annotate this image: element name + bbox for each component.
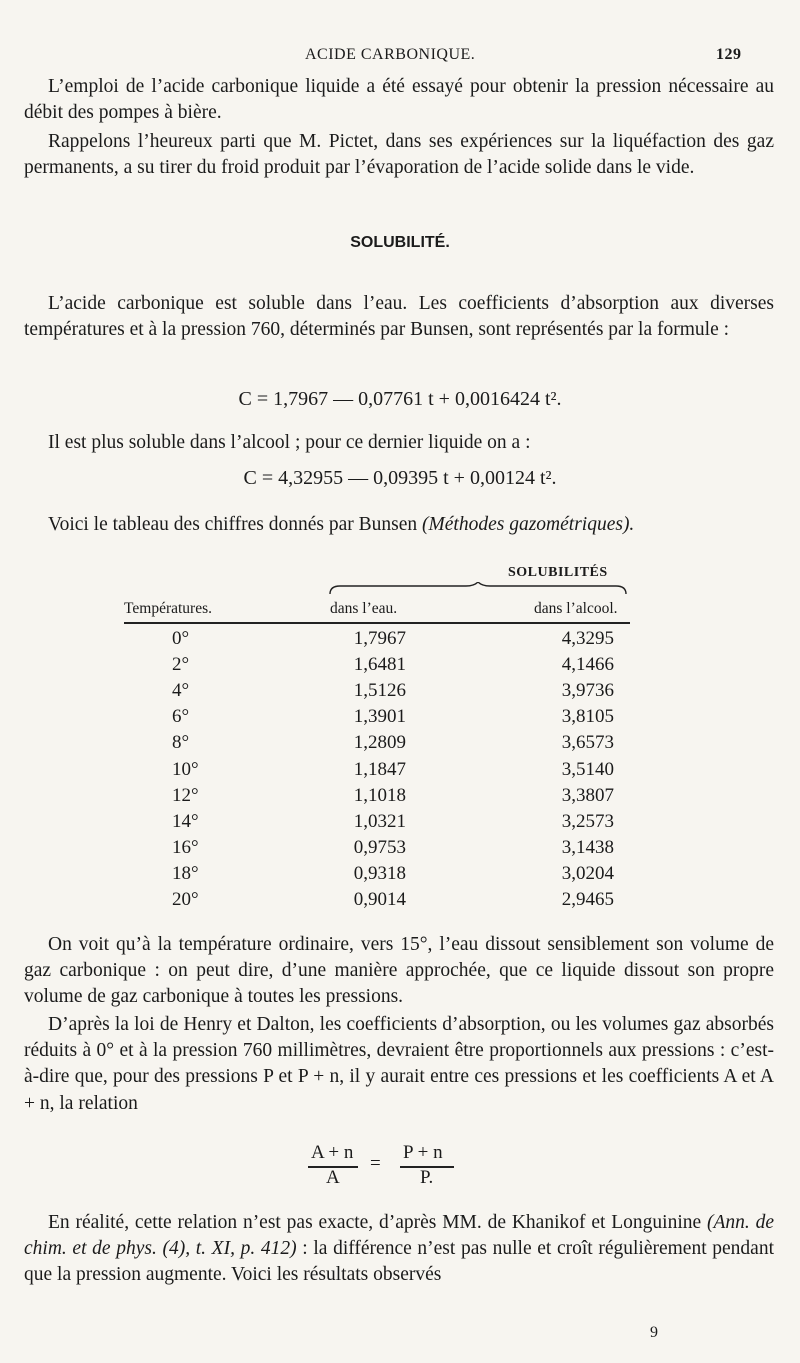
formula-alcohol: C = 4,32955 — 0,09395 t + 0,00124 t².: [243, 467, 557, 489]
paragraph-table-intro: [24, 512, 774, 538]
table-row: [0, 628, 800, 654]
table-cell-alcohol: 3,8105: [561, 706, 614, 728]
table-cell-temperature: 10°: [172, 758, 199, 780]
table-cell-alcohol: 2,9465: [561, 889, 614, 910]
table-cell-water: 0,9753: [353, 836, 406, 858]
table-row: [0, 759, 800, 785]
khanikof-text-a: En réalité, cette relation n’est pas exacte, d’après MM. de Khanikof et Longuinine: [48, 1212, 702, 1233]
table-row: [0, 811, 800, 837]
running-header: [0, 46, 800, 70]
fraction-left-numerator: A + n: [311, 1142, 354, 1163]
table-column-header-temperature: Températures.: [124, 600, 212, 617]
table-intro-text: Voici le tableau des chiffres donnés par Bunsen: [48, 514, 418, 535]
table-row: [0, 680, 800, 706]
table-cell-temperature: 8°: [172, 732, 190, 754]
page-number: 129: [716, 46, 742, 63]
paragraph-pictet: Rappelons l’heureux parti que M. Pictet, dans ses expériences sur la liquéfaction des gaz permanents, a su tirer du froid produit par l’évaporation de l’acide solide dans le vide.: [24, 131, 774, 179]
table-row: [0, 863, 800, 889]
running-title: ACIDE CARBONIQUE.: [305, 46, 476, 63]
table-cell-temperature: 2°: [172, 654, 190, 676]
paragraph-alcohol: Il est plus soluble dans l’alcool ; pour ce dernier liquide on a :: [48, 432, 531, 453]
table-row: [0, 889, 800, 915]
fraction-left-denominator: A: [326, 1167, 340, 1188]
table-cell-water: 1,1847: [353, 758, 406, 780]
paragraph-henry-dalton: D’après la loi de Henry et Dalton, les coefficients d’absorption, ou les volumes gaz absorbés réduits à 0° et à la pression 760 millimètres, devraient être proportionnels aux pressions : c’est-à-dire que, pour des pressions P et P + n, il y aurait entre ces pressions et les coefficients A et A + n, la relation: [24, 1014, 774, 1114]
table-row: [0, 837, 800, 863]
table-cell-alcohol: 3,5140: [561, 758, 614, 780]
paragraph-khanikof: [24, 1210, 774, 1289]
table-row: [0, 732, 800, 758]
table-cell-water: 1,2809: [353, 732, 406, 754]
table-group-header: SOLUBILITÉS: [508, 565, 608, 580]
table-cell-alcohol: 3,1438: [561, 836, 614, 858]
fraction-right-numerator: P + n: [403, 1142, 443, 1163]
table-cell-water: 1,1018: [353, 784, 406, 806]
table-cell-alcohol: 3,3807: [561, 784, 614, 806]
table-cell-water: 1,7967: [353, 628, 406, 649]
table-row: [0, 785, 800, 811]
table-cell-temperature: 12°: [172, 784, 199, 806]
table-cell-alcohol: 3,2573: [561, 810, 614, 832]
table-row: [0, 706, 800, 732]
table-cell-alcohol: 4,3295: [561, 628, 614, 649]
table-cell-alcohol: 3,0204: [561, 862, 614, 884]
table-header-rule: [124, 622, 630, 624]
table-cell-alcohol: 3,9736: [561, 680, 614, 702]
table-column-header-alcohol: dans l’alcool.: [534, 600, 618, 617]
table-cell-temperature: 0°: [172, 628, 190, 649]
table-intro-reference: (Méthodes gazométriques).: [422, 514, 635, 535]
paragraph-beer-pumps: L’emploi de l’acide carbonique liquide a été essayé pour obtenir la pression nécessaire au débit des pompes à bière.: [24, 76, 774, 124]
khanikof-reference: (Ann. de chim. et de phys. (4), t. XI, p. 412): [24, 1212, 775, 1260]
table-cell-alcohol: 3,6573: [561, 732, 614, 754]
khanikof-text-b: : la différence n’est pas nulle et croît régulièrement pendant que la pression augmente. Voici les résultats observés: [24, 1238, 775, 1286]
table-cell-water: 0,9014: [353, 889, 406, 910]
table-cell-alcohol: 4,1466: [561, 654, 614, 676]
table-column-header-water: dans l’eau.: [330, 600, 398, 617]
table-cell-water: 1,6481: [353, 654, 406, 676]
table-group-brace: [328, 582, 628, 596]
paragraph-solubility: L’acide carbonique est soluble dans l’eau. Les coefficients d’absorption aux diverses températures et à la pression 760, déterminés par Bunsen, sont représentés par la formule :: [24, 293, 774, 341]
table-cell-temperature: 4°: [172, 680, 190, 702]
fraction-equals: =: [370, 1153, 381, 1174]
table-cell-temperature: 16°: [172, 836, 199, 858]
table-cell-water: 0,9318: [353, 862, 406, 884]
table-cell-temperature: 14°: [172, 810, 199, 832]
signature-mark: 9: [650, 1324, 658, 1341]
fraction-right-denominator: P.: [420, 1167, 434, 1188]
table-cell-temperature: 20°: [172, 889, 199, 910]
paragraph-ordinary-temperature: On voit qu’à la température ordinaire, vers 15°, l’eau dissout sensiblement son volume de gaz carbonique : on peut dire, d’une manière approchée, que ce liquide dissout son propre volume de gaz carbonique à toutes les pressions.: [24, 934, 774, 1008]
table-cell-water: 1,0321: [353, 810, 406, 832]
table-row: [0, 654, 800, 680]
section-title: SOLUBILITÉ.: [350, 234, 450, 251]
table-cell-water: 1,3901: [353, 706, 406, 728]
table-cell-temperature: 18°: [172, 862, 199, 884]
table-cell-water: 1,5126: [353, 680, 406, 702]
table-cell-temperature: 6°: [172, 706, 190, 728]
formula-water: C = 1,7967 — 0,07761 t + 0,0016424 t².: [238, 388, 562, 410]
